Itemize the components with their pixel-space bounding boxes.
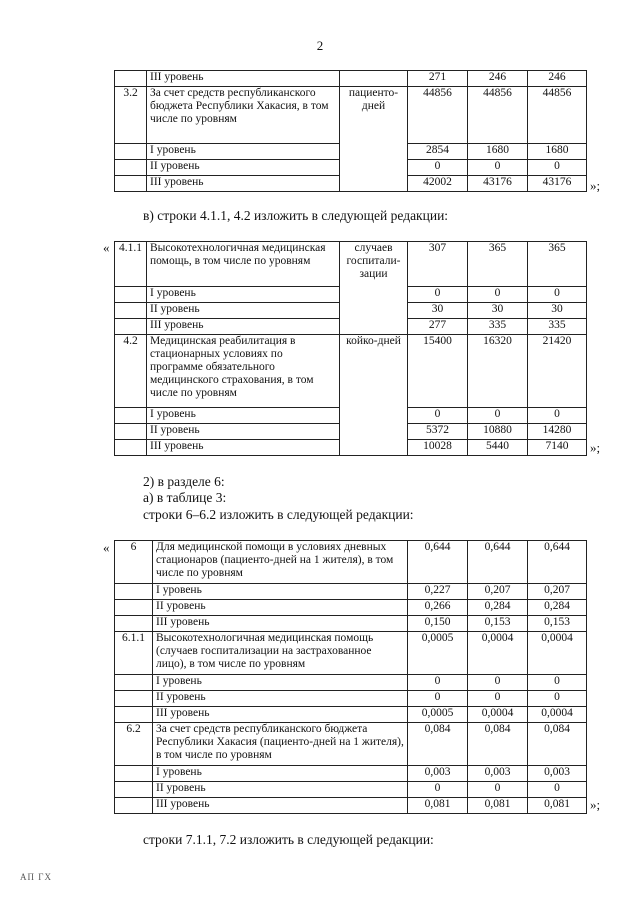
value-cell: 0,0005 — [408, 707, 468, 723]
value-cell: 0,266 — [408, 600, 468, 616]
row-name: I уровень — [153, 584, 408, 600]
row-name: III уровень — [147, 319, 340, 335]
opening-quote-mark: « — [103, 240, 110, 255]
opening-quote-mark: « — [103, 540, 110, 555]
value-cell: 5372 — [408, 424, 468, 440]
row-number: 6 — [115, 541, 153, 584]
value-cell: 0,284 — [528, 600, 587, 616]
row-name: I уровень — [153, 675, 408, 691]
value-cell: 43176 — [468, 176, 528, 192]
value-cell: 0 — [408, 691, 468, 707]
row-name: III уровень — [147, 176, 340, 192]
table-row — [115, 707, 587, 723]
value-cell: 0,084 — [408, 723, 468, 766]
table-row — [115, 87, 587, 144]
row-number — [115, 71, 147, 87]
row-name: II уровень — [147, 424, 340, 440]
paragraph-v: в) строки 4.1.1, 4.2 изложить в следующей редакции: — [143, 208, 449, 223]
row-name: За счет средств республиканского бюджета Республики Хакасия (пациенто-дней на 1 жителя), в том числе по уровням — [153, 723, 408, 766]
row-number: 6.2 — [115, 723, 153, 766]
value-cell: 0,150 — [408, 616, 468, 632]
row-number: 6.1.1 — [115, 632, 153, 675]
value-cell: 0,003 — [408, 766, 468, 782]
table-row — [115, 71, 587, 87]
value-cell: 277 — [408, 319, 468, 335]
value-cell: 0,644 — [528, 541, 587, 584]
table-row — [115, 335, 587, 408]
paragraph-rows-6: строки 6–6.2 изложить в следующей редакции: — [143, 507, 414, 522]
value-cell: 44856 — [528, 87, 587, 144]
row-number — [115, 675, 153, 691]
value-cell: 0 — [528, 408, 587, 424]
table-row — [115, 723, 587, 766]
row-number — [115, 440, 147, 456]
row-name: II уровень — [153, 691, 408, 707]
value-cell: 2854 — [408, 144, 468, 160]
row-name: II уровень — [153, 782, 408, 798]
paragraph-table-3: а) в таблице 3: — [143, 490, 227, 505]
value-cell: 365 — [528, 242, 587, 287]
value-cell: 0 — [528, 160, 587, 176]
table-row — [115, 782, 587, 798]
row-number — [115, 408, 147, 424]
value-cell: 0,003 — [468, 766, 528, 782]
value-cell: 10028 — [408, 440, 468, 456]
value-cell: 0,084 — [468, 723, 528, 766]
row-number — [115, 798, 153, 814]
value-cell: 43176 — [528, 176, 587, 192]
row-name: I уровень — [147, 287, 340, 303]
table-row — [115, 242, 587, 287]
row-name: I уровень — [147, 408, 340, 424]
value-cell: 0 — [468, 675, 528, 691]
row-number — [115, 287, 147, 303]
table-row — [115, 632, 587, 675]
value-cell: 0 — [408, 160, 468, 176]
paragraph-rows-7: строки 7.1.1, 7.2 изложить в следующей редакции: — [143, 832, 434, 847]
value-cell: 0,0004 — [528, 632, 587, 675]
closing-quote-mark: »; — [590, 178, 601, 193]
row-name: Для медицинской помощи в условиях дневных стационаров (пациенто-дней на 1 жителя), в том числе по уровням — [153, 541, 408, 584]
value-cell: 0 — [408, 675, 468, 691]
row-name: II уровень — [153, 600, 408, 616]
value-cell: 246 — [528, 71, 587, 87]
value-cell: 0,003 — [528, 766, 587, 782]
row-number — [115, 303, 147, 319]
value-cell: 0,081 — [468, 798, 528, 814]
row-name: III уровень — [147, 71, 340, 87]
table-hospital-days-continuation — [114, 70, 587, 192]
value-cell: 335 — [468, 319, 528, 335]
row-name: II уровень — [147, 303, 340, 319]
table-row — [115, 616, 587, 632]
value-cell: 365 — [468, 242, 528, 287]
value-cell: 0,081 — [528, 798, 587, 814]
value-cell: 44856 — [468, 87, 528, 144]
row-name: Высокотехнологичная медицинская помощь, в том числе по уровням — [147, 242, 340, 287]
value-cell: 0,0004 — [468, 632, 528, 675]
row-name: III уровень — [153, 616, 408, 632]
value-cell: 0 — [408, 408, 468, 424]
row-number: 4.1.1 — [115, 242, 147, 287]
row-number — [115, 600, 153, 616]
row-name: III уровень — [153, 798, 408, 814]
value-cell: 0,0004 — [528, 707, 587, 723]
value-cell: 0 — [468, 782, 528, 798]
row-number — [115, 160, 147, 176]
value-cell: 0,0004 — [468, 707, 528, 723]
paragraph-section-6: 2) в разделе 6: — [143, 474, 225, 489]
row-name: Медицинская реабилитация в стационарных условиях по программе обязательного медицинского страхования, в том числе по уровням — [147, 335, 340, 408]
value-cell: 15400 — [408, 335, 468, 408]
unit-cell: койко-дней — [340, 335, 408, 456]
table-row — [115, 691, 587, 707]
value-cell: 10880 — [468, 424, 528, 440]
value-cell: 0 — [528, 691, 587, 707]
table-row — [115, 584, 587, 600]
row-number — [115, 144, 147, 160]
row-number — [115, 782, 153, 798]
row-name: За счет средств республиканского бюджета Республики Хакасия, в том числе по уровням — [147, 87, 340, 144]
row-name: I уровень — [147, 144, 340, 160]
value-cell: 307 — [408, 242, 468, 287]
page-number: 2 — [316, 38, 324, 53]
value-cell: 271 — [408, 71, 468, 87]
row-number — [115, 766, 153, 782]
row-name: III уровень — [153, 707, 408, 723]
row-number — [115, 319, 147, 335]
value-cell: 0,207 — [528, 584, 587, 600]
row-number: 3.2 — [115, 87, 147, 144]
value-cell: 0 — [528, 782, 587, 798]
value-cell: 0 — [468, 408, 528, 424]
value-cell: 44856 — [408, 87, 468, 144]
row-name: Высокотехнологичная медицинская помощь (случаев госпитализации на застрахованное лицо), в том числе по уровням — [153, 632, 408, 675]
table-row — [115, 600, 587, 616]
table-day-stationary — [114, 540, 587, 814]
table-row — [115, 798, 587, 814]
value-cell: 42002 — [408, 176, 468, 192]
closing-quote-mark: »; — [590, 797, 601, 812]
value-cell: 246 — [468, 71, 528, 87]
value-cell: 5440 — [468, 440, 528, 456]
value-cell: 0,227 — [408, 584, 468, 600]
table-row — [115, 766, 587, 782]
row-name: III уровень — [147, 440, 340, 456]
value-cell: 7140 — [528, 440, 587, 456]
value-cell: 0,644 — [408, 541, 468, 584]
unit-cell: пациенто-дней — [340, 87, 408, 192]
value-cell: 16320 — [468, 335, 528, 408]
value-cell: 0 — [468, 160, 528, 176]
value-cell: 0,644 — [468, 541, 528, 584]
value-cell: 30 — [468, 303, 528, 319]
row-number — [115, 691, 153, 707]
row-number — [115, 584, 153, 600]
row-number — [115, 424, 147, 440]
value-cell: 0,153 — [468, 616, 528, 632]
row-name: I уровень — [153, 766, 408, 782]
value-cell: 0,081 — [408, 798, 468, 814]
value-cell: 30 — [528, 303, 587, 319]
value-cell: 0 — [528, 675, 587, 691]
value-cell: 1680 — [528, 144, 587, 160]
value-cell: 0,153 — [528, 616, 587, 632]
unit-cell: случаев госпитали-зации — [340, 242, 408, 335]
value-cell: 0 — [528, 287, 587, 303]
value-cell: 335 — [528, 319, 587, 335]
row-name: II уровень — [147, 160, 340, 176]
value-cell: 0,207 — [468, 584, 528, 600]
value-cell: 0,0005 — [408, 632, 468, 675]
footer-code: АП ГХ — [20, 872, 52, 882]
value-cell: 0 — [408, 287, 468, 303]
closing-quote-mark: »; — [590, 440, 601, 455]
value-cell: 0 — [408, 782, 468, 798]
table-hospitalizations — [114, 241, 587, 456]
table-row — [115, 541, 587, 584]
value-cell: 0 — [468, 691, 528, 707]
row-number — [115, 616, 153, 632]
value-cell: 21420 — [528, 335, 587, 408]
value-cell: 14280 — [528, 424, 587, 440]
value-cell: 0 — [468, 287, 528, 303]
table-row — [115, 675, 587, 691]
value-cell: 0,284 — [468, 600, 528, 616]
unit-cell — [340, 71, 408, 87]
value-cell: 0,084 — [528, 723, 587, 766]
row-number: 4.2 — [115, 335, 147, 408]
row-number — [115, 707, 153, 723]
row-number — [115, 176, 147, 192]
value-cell: 1680 — [468, 144, 528, 160]
value-cell: 30 — [408, 303, 468, 319]
